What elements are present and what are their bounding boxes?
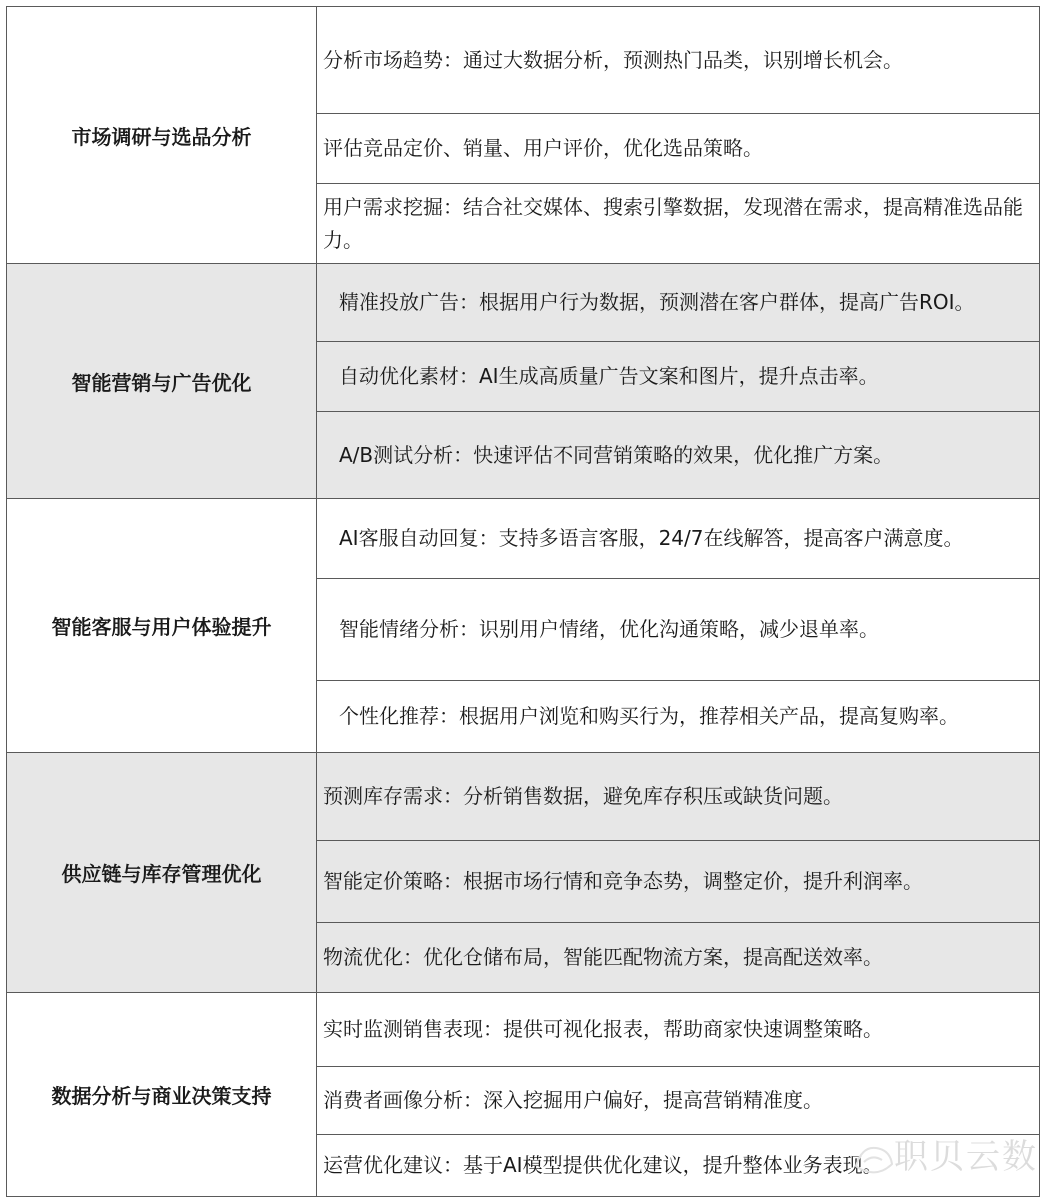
category-cell: 市场调研与选品分析 <box>7 7 317 264</box>
item-cell: 自动优化素材：AI生成高质量广告文案和图片，提升点击率。 <box>317 342 1040 412</box>
strategy-table <box>6 6 1040 1197</box>
item-cell: 用户需求挖掘：结合社交媒体、搜索引擎数据，发现潜在需求，提高精准选品能力。 <box>317 184 1040 264</box>
watermark-logo-icon <box>852 1140 896 1180</box>
item-cell: AI客服自动回复：支持多语言客服，24/7在线解答，提高客户满意度。 <box>317 499 1040 579</box>
item-cell: 智能情绪分析：识别用户情绪，优化沟通策略，减少退单率。 <box>317 579 1040 681</box>
item-cell: 运营优化建议：基于AI模型提供优化建议，提升整体业务表现。 <box>317 1135 1040 1197</box>
category-cell: 智能营销与广告优化 <box>7 264 317 499</box>
item-cell: 个性化推荐：根据用户浏览和购买行为，推荐相关产品，提高复购率。 <box>317 681 1040 753</box>
item-cell: 评估竞品定价、销量、用户评价，优化选品策略。 <box>317 114 1040 184</box>
category-cell: 智能客服与用户体验提升 <box>7 499 317 753</box>
item-cell: 精准投放广告：根据用户行为数据，预测潜在客户群体，提高广告ROI。 <box>317 264 1040 342</box>
item-cell: 物流优化：优化仓储布局，智能匹配物流方案，提高配送效率。 <box>317 923 1040 993</box>
item-cell: 分析市场趋势：通过大数据分析，预测热门品类，识别增长机会。 <box>317 7 1040 114</box>
item-cell: A/B测试分析：快速评估不同营销策略的效果，优化推广方案。 <box>317 412 1040 499</box>
item-cell: 预测库存需求：分析销售数据，避免库存积压或缺货问题。 <box>317 753 1040 841</box>
item-cell: 实时监测销售表现：提供可视化报表，帮助商家快速调整策略。 <box>317 993 1040 1067</box>
category-cell: 供应链与库存管理优化 <box>7 753 317 993</box>
item-cell: 智能定价策略：根据市场行情和竞争态势，调整定价，提升利润率。 <box>317 841 1040 923</box>
item-cell: 消费者画像分析：深入挖掘用户偏好，提高营销精准度。 <box>317 1067 1040 1135</box>
category-cell: 数据分析与商业决策支持 <box>7 993 317 1197</box>
watermark-text: 职贝云数 <box>894 1137 1038 1177</box>
